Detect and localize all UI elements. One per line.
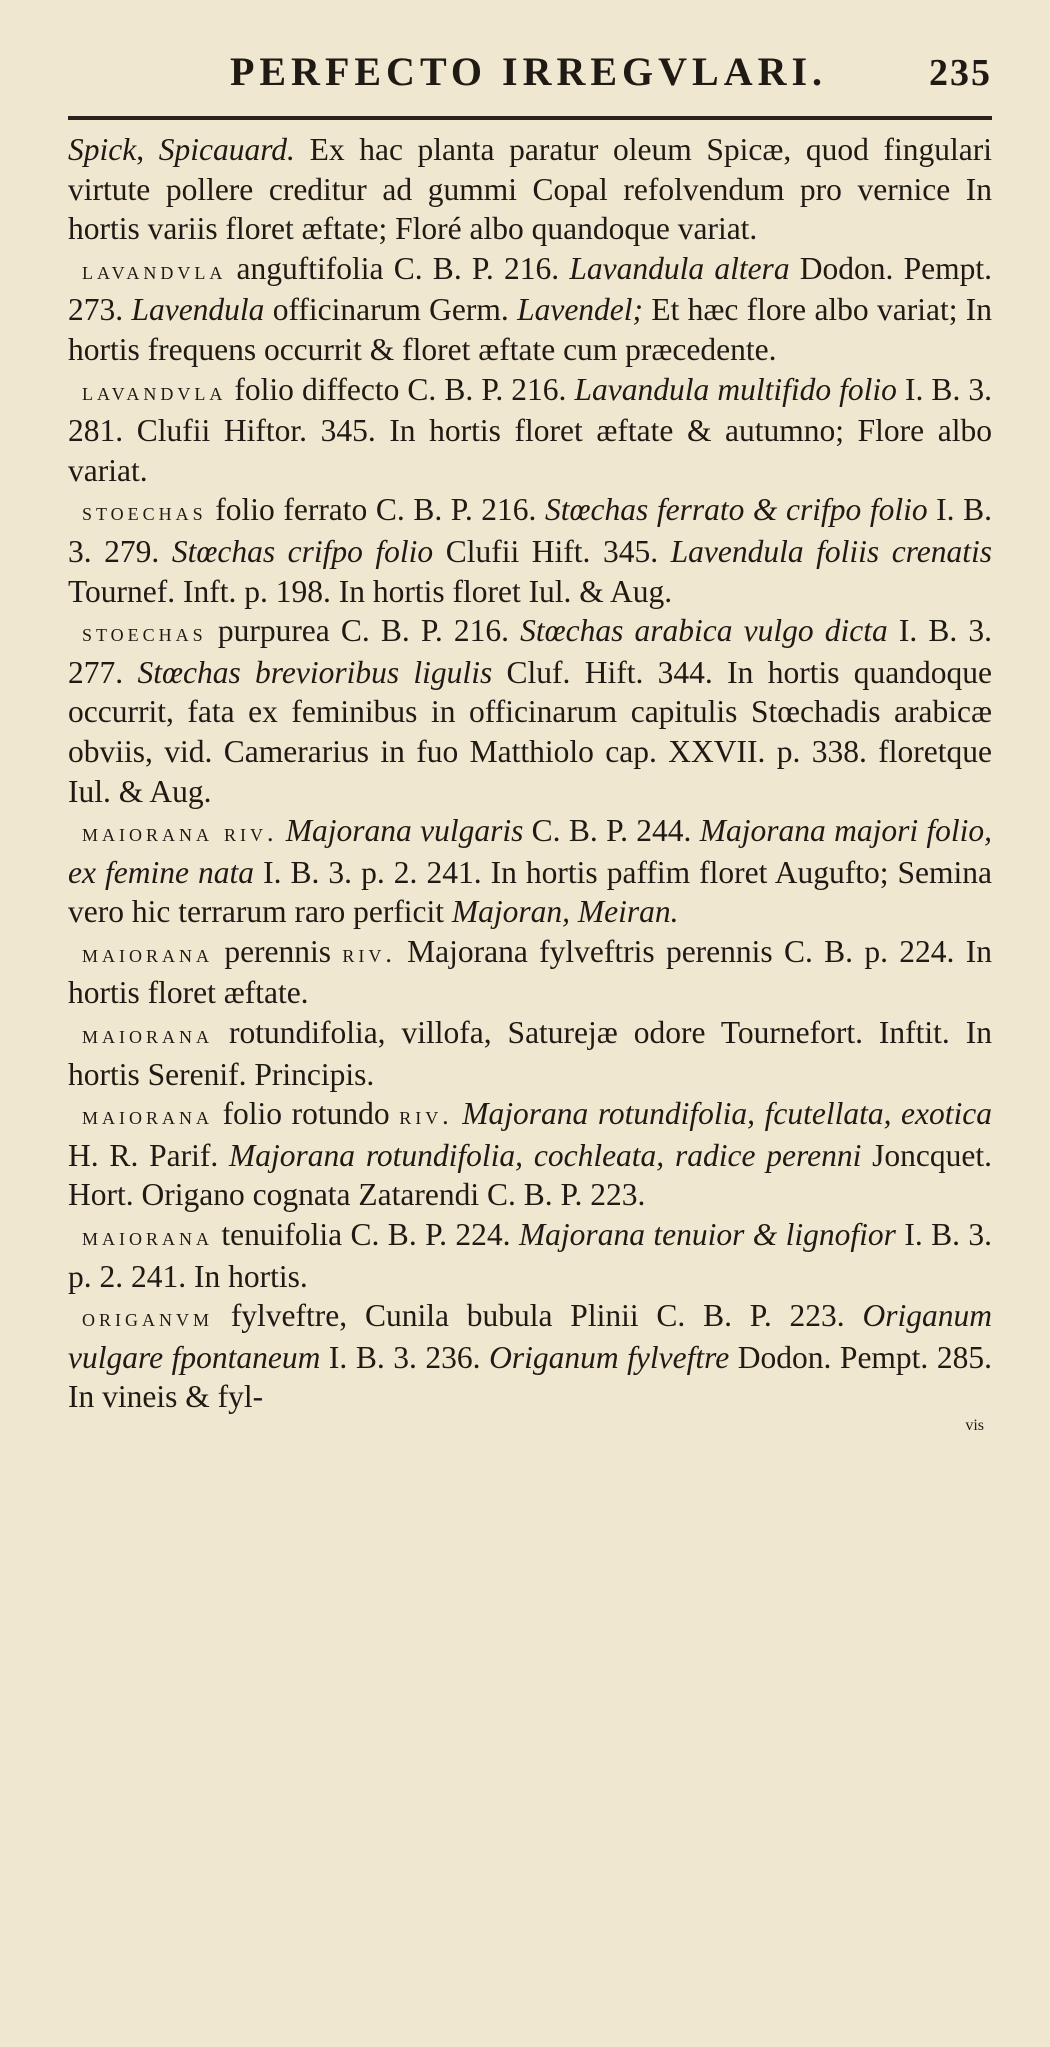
- header-rule: [68, 116, 992, 120]
- entry-text: [453, 1096, 463, 1131]
- entry-italic-text: Origanum fylveftre: [489, 1339, 730, 1375]
- entry-text: [277, 813, 285, 848]
- entry-text: I. B. 3. p. 2. 241. In hortis.: [68, 1217, 993, 1294]
- entry-text: H. R. Parif.: [68, 1137, 230, 1173]
- entry-text: I. B. 3. 279.: [68, 492, 992, 569]
- catchword: vis: [965, 1417, 984, 1434]
- entry-text: folio rotundo: [213, 1096, 400, 1132]
- entry-text: I. B. 3. 281. Clufii Hiftor. 345. In hortis floret æftate & autumno; Flore albo variat.: [68, 371, 993, 488]
- entry-italic-text: Stœchas brevioribus ligulis: [137, 654, 493, 690]
- entry-text: I. B. 3. 236.: [320, 1339, 490, 1375]
- entry-origanum: [68, 1296, 992, 1417]
- entry-keyword: lavandvla: [82, 376, 227, 406]
- entry-text: Clufii Hift. 345.: [433, 533, 671, 569]
- entry-text: tenuifolia C. B. P. 224.: [213, 1217, 519, 1253]
- entry-text: anguftifolia C. B. P. 216.: [226, 250, 570, 286]
- entry-keyword: maiorana: [82, 938, 213, 968]
- entry-text: Tournef. Inft. p. 198. In hortis floret Iul. & Aug.: [68, 573, 673, 609]
- entry-italic-text: Spick: [68, 132, 137, 167]
- body-text: [68, 130, 992, 1417]
- entry-italic-text: Stœchas arabica vulgo dicta: [520, 613, 888, 649]
- entry-maiorana-3: [68, 1013, 992, 1094]
- entry-italic-text: Majorana tenuior & lignofior: [518, 1217, 896, 1253]
- running-head-title: PERFECTO IRREGVLARI.: [229, 49, 828, 94]
- entry-italic-text: Majoran, Meiran.: [451, 894, 679, 930]
- running-head: [68, 48, 992, 104]
- entry-lavandula-1: [68, 249, 992, 370]
- entry-italic-text: Majorana majori folio, ex femine nata: [68, 813, 993, 890]
- entry-keyword: stoechas: [82, 618, 207, 648]
- entry-keyword: origanvm: [82, 1303, 213, 1333]
- entry-italic-text: Majorana rotundifolia, fcutellata, exotica: [462, 1096, 992, 1132]
- entry-text: folio diffecto C. B. P. 216.: [226, 371, 575, 407]
- entry-italic-text: Lavendula foliis crenatis: [670, 533, 993, 569]
- entry-spica: [68, 130, 992, 249]
- entry-text: perennis: [213, 933, 343, 969]
- entry-text: Dodon. Pempt. 285. In vineis & fyl-: [68, 1339, 992, 1415]
- entry-italic-text: Lavandula altera: [569, 250, 790, 286]
- entry-keyword: maiorana: [82, 1020, 213, 1050]
- entry-keyword: lavandvla: [82, 255, 227, 285]
- entry-italic-text: Majorana rotundifolia, cochleata, radice perenni: [229, 1137, 862, 1173]
- entry-keyword: riv.: [342, 938, 396, 968]
- entry-text: ,: [136, 132, 159, 167]
- entry-italic-text: Spicauard.: [158, 132, 295, 167]
- entry-keyword: maiorana: [82, 1222, 213, 1252]
- entry-lavandula-2: [68, 370, 992, 491]
- entry-maiorana-2: [68, 932, 992, 1013]
- entry-text: officinarum Germ.: [264, 292, 518, 328]
- entry-text: fylveftre, Cunila bubula Plinii C. B. P. 223.: [213, 1298, 863, 1334]
- entry-text: Majorana fylveftris perennis C. B. p. 224. In hortis floret æftate.: [68, 933, 992, 1011]
- entry-text: I. B. 3. 277.: [68, 613, 992, 690]
- entry-text: rotundifolia, villofa, Saturejæ odore Tournefort. Inftit. In hortis Serenif. Principis.: [68, 1015, 992, 1092]
- entry-italic-text: Majorana vulgaris: [285, 813, 524, 849]
- entry-text: Et hæc flore albo variat; In hortis frequens occurrit & floret æftate cum præcedente.: [68, 292, 992, 367]
- entry-stoechas-1: [68, 490, 992, 611]
- entry-keyword: maiorana: [82, 1101, 213, 1131]
- entry-keyword: stoechas: [82, 497, 207, 527]
- entry-keyword: maiorana riv.: [82, 818, 278, 848]
- entry-italic-text: Lavendel;: [517, 292, 644, 328]
- entry-italic-text: Lavendula: [131, 292, 265, 328]
- entry-italic-text: Origanum vulgare fpontaneum: [68, 1298, 992, 1375]
- entry-text: purpurea C. B. P. 216.: [206, 613, 521, 649]
- entry-maiorana-1: [68, 811, 992, 932]
- entry-italic-text: Lavandula multifido folio: [574, 371, 897, 407]
- entry-text: folio ferrato C. B. P. 216.: [206, 492, 545, 528]
- entry-text: Cluf. Hift. 344. In hortis quandoque occurrit, fata ex feminibus in officinarum capitulis Stœchadis arabicæ obviis, vid. Camerarius in fuo Matthiolo cap. XXVII. p. 338. floretque Iul. & Aug.: [68, 654, 992, 809]
- entry-keyword: riv.: [399, 1101, 453, 1131]
- entry-stoechas-2: [68, 611, 992, 811]
- entry-maiorana-4: [68, 1094, 992, 1215]
- entry-text: C. B. P. 244.: [523, 813, 700, 849]
- entry-italic-text: Stœchas ferrato & crifpo folio: [545, 492, 928, 528]
- entry-text: Joncquet. Hort. Origano cognata Zatarendi C. B. P. 223.: [68, 1137, 992, 1213]
- entry-text: I. B. 3. p. 2. 241. In hortis paffim floret Augufto; Semina vero hic terrarum raro perficit: [68, 854, 992, 930]
- entry-maiorana-5: [68, 1215, 992, 1296]
- entry-text: Ex hac planta paratur oleum Spicæ, quod fingulari virtute pollere creditur ad gummi Copal refolvendum pro vernice In hortis variis floret æftate; Floré albo quandoque variat.: [68, 132, 992, 247]
- entry-italic-text: Stœchas crifpo folio: [171, 533, 434, 569]
- page-number: 235: [928, 52, 992, 94]
- entry-text: Dodon. Pempt. 273.: [68, 250, 992, 328]
